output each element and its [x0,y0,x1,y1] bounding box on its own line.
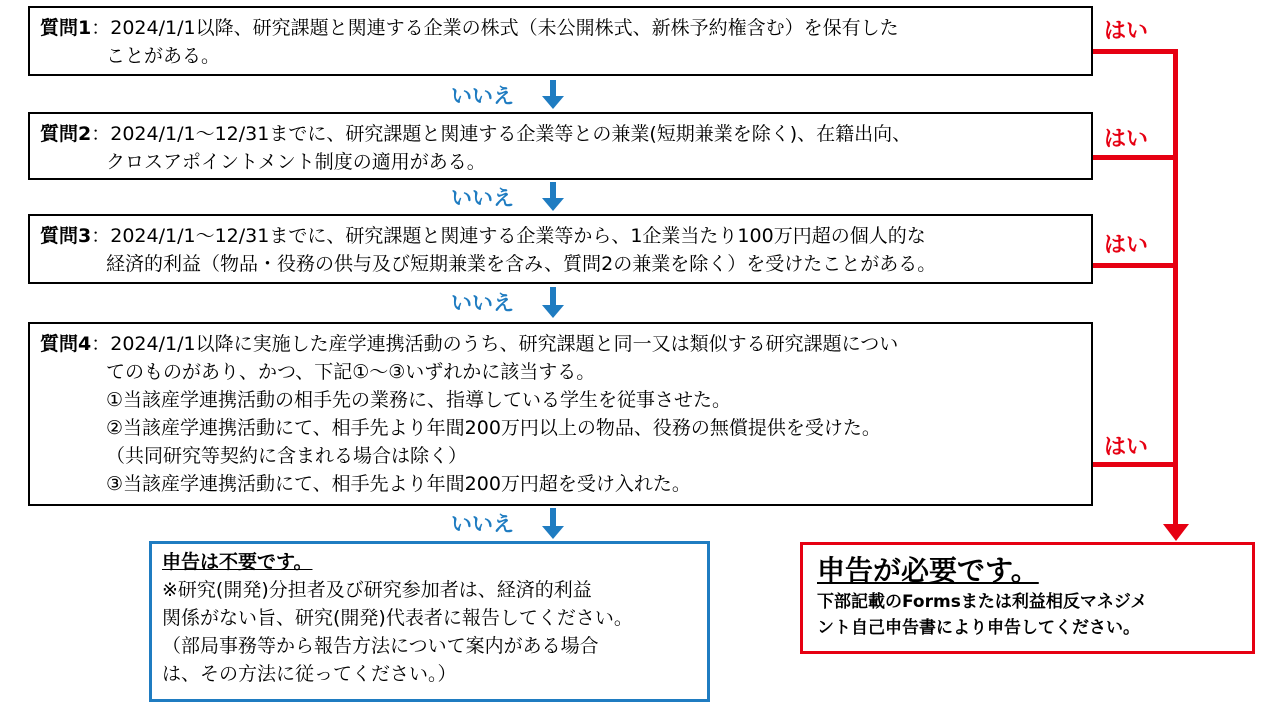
yes-label-2: はい [1104,127,1149,152]
question-4-item2: ②当該産学連携活動にて、相手先より年間200万円以上の物品、役務の無償提供を受けた。 [106,417,881,439]
yes-vertical-line [1173,49,1178,526]
question-4-line2: てのものがあり、かつ、下記①～③いずれかに該当する。 [106,361,596,383]
no-label-1: いいえ [451,84,514,108]
question-2-box [28,112,1093,180]
yes-connector-2 [1093,155,1178,160]
question-4-item1: ①当該産学連携活動の相手先の業務に、指導している学生を従事させた。 [106,389,732,411]
down-arrow-1 [541,80,565,110]
question-4-item2-note: （共同研究等契約に含まれる場合は除く） [106,445,468,467]
question-2-line1: 2024/1/1～12/31までに、研究課題と関連する企業等との兼業(短期兼業を除く)、在籍出向、 [110,123,912,145]
question-3-line2: 経済的利益（物品・役務の供与及び短期兼業を含み、質問2の兼業を除く）を受けたことがある。 [106,253,937,275]
no-label-2: いいえ [451,186,514,210]
result-required-line2: ント自己申告書により申告してください。 [817,618,1140,638]
down-arrow-2 [541,182,565,212]
down-arrow-3 [541,287,565,319]
result-not-required-line2: 関係がない旨、研究(開発)代表者に報告してください。 [162,607,633,629]
result-required-line1: 下部記載のFormsまたは利益相反マネジメ [817,592,1148,612]
question-2-line2: クロスアポイントメント制度の適用がある。 [106,151,486,173]
question-4-label: 質問4 [40,333,92,355]
question-4-item3: ③当該産学連携活動にて、相手先より年間200万円超を受け入れた。 [106,473,691,495]
question-2-sep: ： [91,123,111,145]
no-label-3: いいえ [451,291,514,315]
yes-label-3: はい [1104,233,1149,258]
yes-label-1: はい [1104,19,1149,44]
question-3-box [28,214,1093,284]
question-1-box [28,6,1093,76]
question-2-label: 質問2 [40,123,92,145]
question-4-box [28,322,1093,506]
no-label-4: いいえ [451,512,514,536]
question-3-line1: 2024/1/1～12/31までに、研究課題と関連する企業等から、1企業当たり100万円超の個人的な [110,225,926,247]
yes-label-4: はい [1104,435,1149,460]
question-1-sep: ： [91,17,111,39]
yes-connector-3 [1093,263,1178,268]
question-1-line1: 2024/1/1以降、研究課題と関連する企業の株式（未公開株式、新株予約権含む）を保有した [110,17,899,39]
question-1-label: 質問1 [40,17,92,39]
result-not-required-line1: ※研究(開発)分担者及び研究参加者は、経済的利益 [162,579,592,601]
result-not-required-box [149,541,710,702]
result-not-required-line3: （部局事務等から報告方法について案内がある場合 [162,635,599,657]
yes-connector-1 [1093,49,1178,54]
result-required-title: 申告が必要です。 [817,554,1039,587]
question-3-label: 質問3 [40,225,92,247]
down-arrow-4 [541,508,565,540]
result-not-required-title: 申告は不要です。 [162,551,313,573]
question-1-line2: ことがある。 [106,45,221,67]
question-3-sep: ： [91,225,111,247]
result-not-required-line4: は、その方法に従ってください。） [162,663,457,685]
question-4-line1: 2024/1/1以降に実施した産学連携活動のうち、研究課題と同一又は類似する研究課題につい [110,333,899,355]
result-required-box [800,542,1255,654]
yes-connector-4 [1093,462,1178,467]
question-4-sep: ： [91,333,111,355]
yes-down-arrow [1163,524,1189,542]
